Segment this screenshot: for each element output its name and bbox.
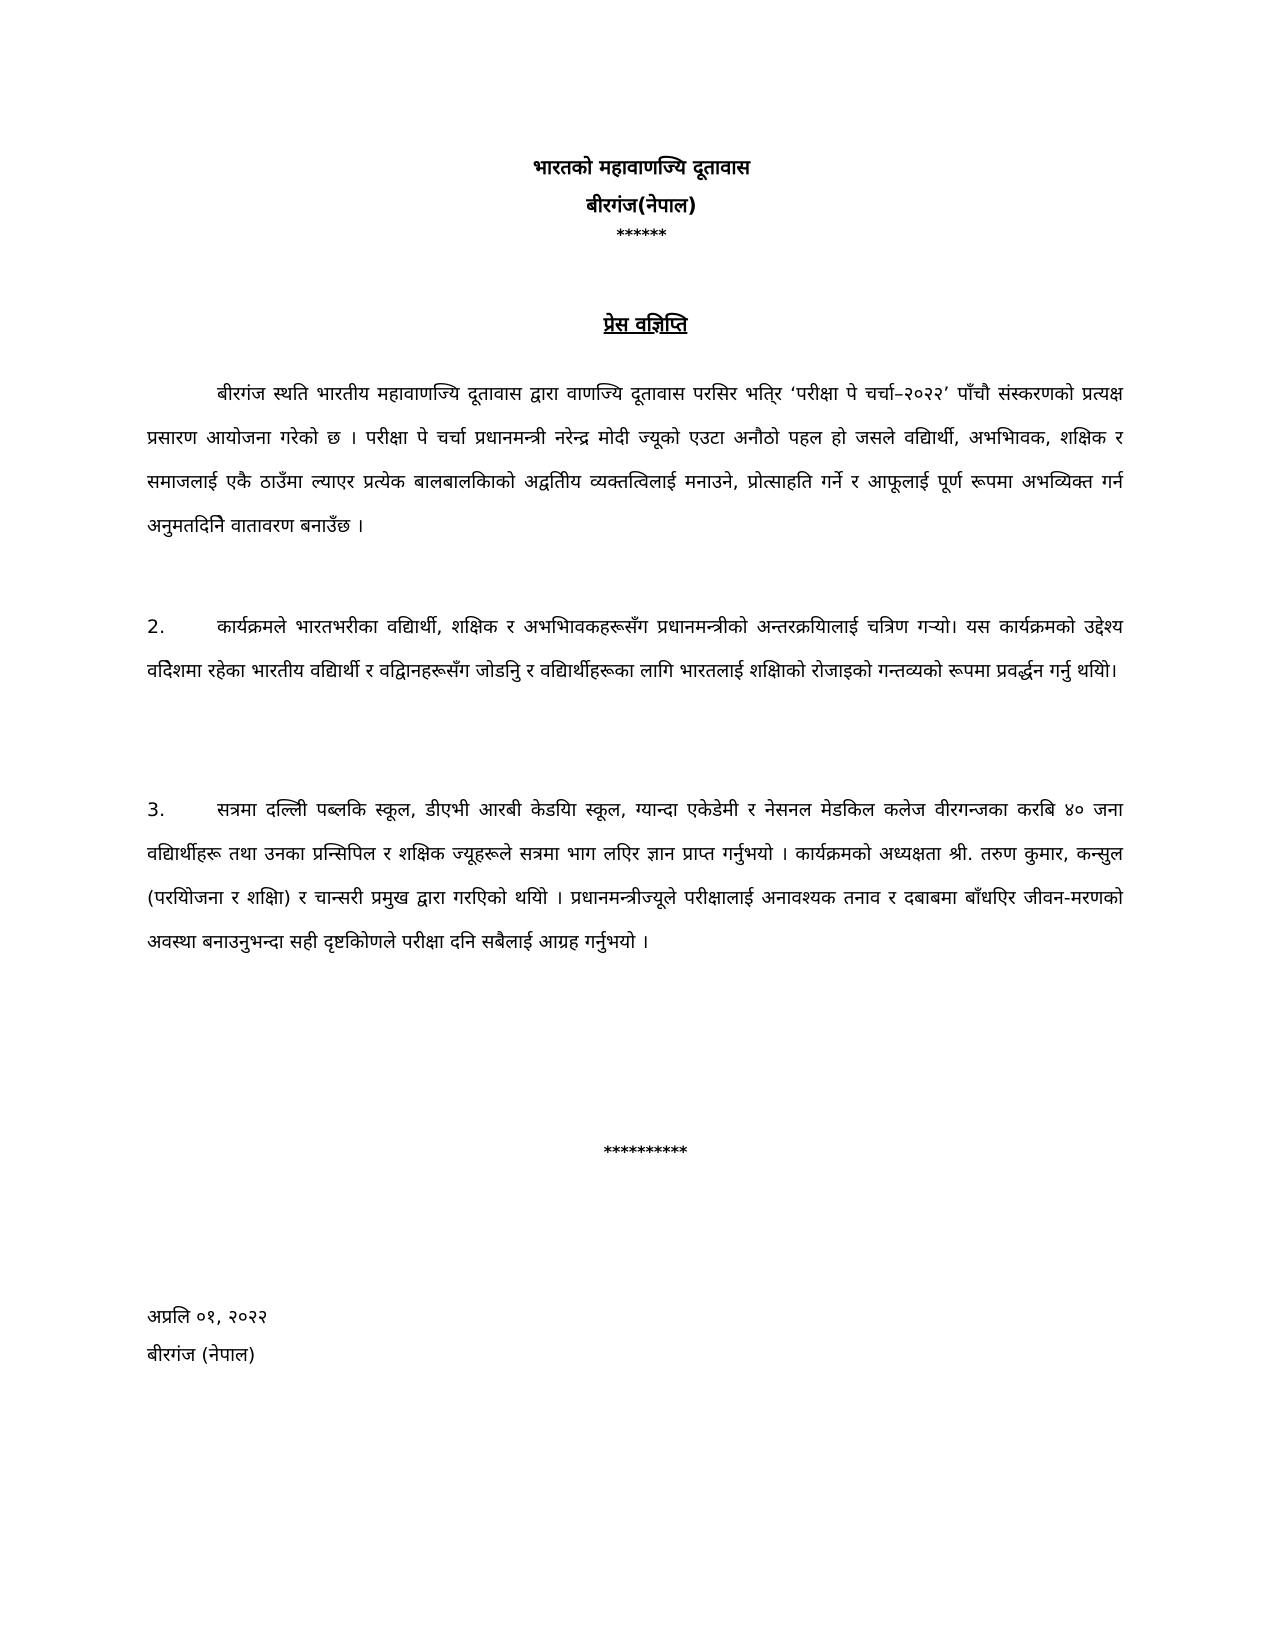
letterhead (0, 148, 1275, 246)
paragraph-3 (147, 788, 1123, 964)
paragraph-2-text: कार्यक्रमले भारतभरीका वद्यिार्थी, शक्षिक र अभभिावकहरूसँग प्रधानमन्त्रीको अन्तरक्रयिालाई चत्रिण गर्‍यो। यस कार्यक्रमको उद्देश्य वदिेशमा रहेका भारतीय वद्यिार्थी र वद्विानहरूसँग जोडनुि र वद्यिार्थीहरूका लागि भारतलाई शक्षिाको रोजाइको गन्तव्यको रूपमा प्रवर्द्धन गर्नु थयिो। (147, 616, 1123, 682)
issue-date: अप्रलि ०१, २०२२ (147, 1306, 268, 1328)
paragraph-2 (147, 605, 1123, 693)
paragraph-1: बीरगंज स्थति भारतीय महावाणज्यि दूतावास द्वारा वाणज्यि दूतावास परसिर भति्र ‘परीक्षा पे चर्चा–२०२२’ पाँचौ संस्करणको प्रत्यक्ष प्रसारण आयोजना गरेको छ । परीक्षा पे चर्चा प्रधानमन्त्री नरेन्द्र मोदी ज्यूको एउटा अनौठो पहल हो जसले वद्यिार्थी, अभभिावक, शक्षिक र समाजलाई एकै ठाउँमा ल्याएर प्रत्येक बालबालकिाको अद्वतिीय व्यक्तत्विलाई मनाउने, प्रोत्साहति गर्ने र आफूलाई पूर्ण रूपमा अभव्यिक्त गर्न अनुमतदिनिे वातावरण बनाउँछ । (147, 383, 1123, 537)
issue-place: बीरगंज (नेपाल) (147, 1344, 256, 1366)
org-name: भारतको महावाणज्यि दूतावास (532, 155, 751, 179)
document-title: प्रेस वज्ञिप्ति (603, 312, 688, 336)
org-location: बीरगंज(नेपाल) (586, 193, 697, 217)
paragraph-number: 2. (147, 616, 166, 638)
header-separator: ****** (616, 225, 667, 244)
date-block (147, 1298, 268, 1374)
closing-separator: ********** (603, 1142, 688, 1161)
paragraph-number: 3. (147, 799, 166, 821)
paragraph-3-text: सत्रमा दल्लिी पब्लकि स्कूल, डीएभी आरबी केडयिा स्कूल, ग्यान्दा एकेडेमी र नेसनल मेडकिल कलेज वीरगन्जका करबि ४० जना वद्यिार्थीहरू तथा उनका प्रन्सिपिल र शक्षिक ज्यूहरूले सत्रमा भाग लएिर ज्ञान प्राप्त गर्नुभयो । कार्यक्रमको अध्यक्षता श्री. तरुण कुमार, कन्सुल (परयिोजना र शक्षिा) र चान्सरी प्रमुख द्वारा गरएिको थयिो । प्रधानमन्त्रीज्यूले परीक्षालाई अनावश्यक तनाव र दबाबमा बाँधएिर जीवन-मरणको अवस्था बनाउनुभन्दा सही दृष्टकिोणले परीक्षा दनि सबैलाई आग्रह गर्नुभयो । (147, 799, 1123, 953)
